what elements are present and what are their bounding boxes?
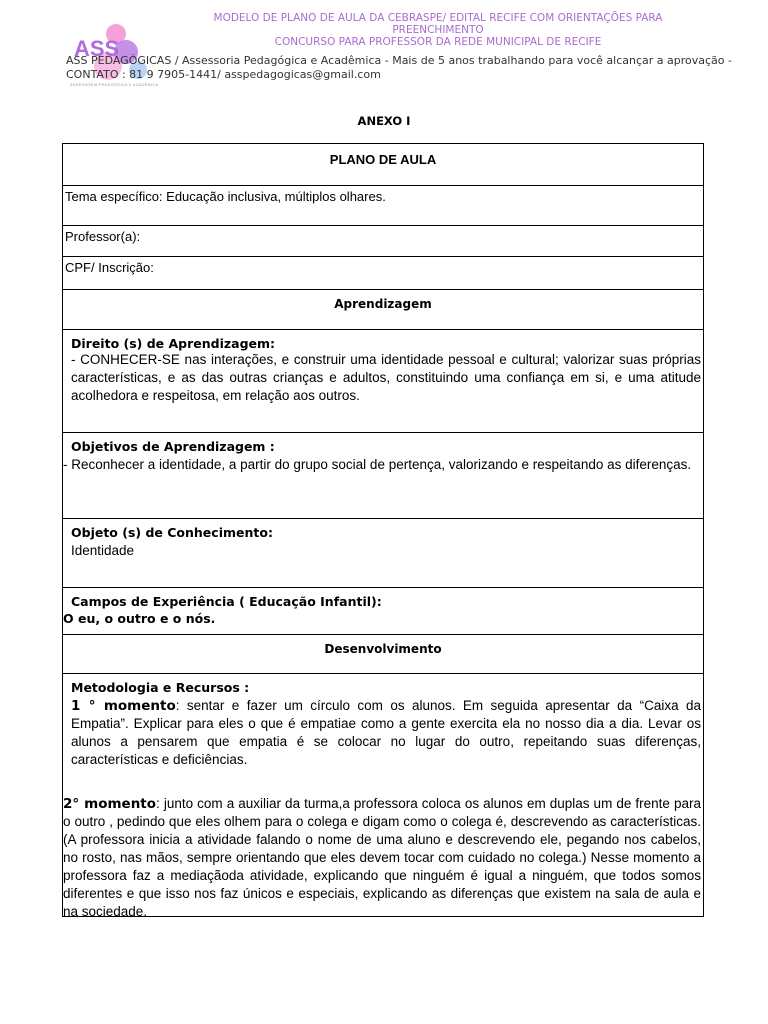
header-title (168, 12, 708, 48)
objeto-label: Objeto (s) de Conhecimento: (71, 525, 273, 540)
logo-tagline: ASSESSORIA PEDAGÓGICA E ACADÊMICA (70, 82, 159, 87)
direito-label: Direito (s) de Aprendizagem: (71, 336, 276, 351)
cpf-row (63, 256, 703, 289)
campos-label: Campos de Experiência ( Educação Infantil): (71, 594, 382, 609)
objetivos-label: Objetivos de Aprendizagem : (71, 439, 275, 454)
momento2-text: : junto com a auxiliar da turma,a professora coloca os alunos em duplas um de frente para o outro , pedindo que eles olhem para o colega e digam como o colega é, descrevendo as características. (A professora inicia a atividade falando o nome de uma aluno e descrevendo ele, pegando nos cabelos, no rosto, nas mãos, sempre orientando que eles devem tocar com cuidado no colega.) Nesse momento a professora faz a mediaçãoda atividade, explicando que ninguém é igual a ninguém, que todos somos diferentes e que isso nos faz únicos e especiais, explicando as diferenças que existem na sala de aula e na sociedade. (63, 796, 701, 919)
desenvolvimento-row (63, 634, 703, 673)
objeto-row (63, 518, 703, 587)
tema-field: Tema específico: Educação inclusiva, múltiplos olhares. (65, 189, 386, 204)
header-subtitle-line2: CONTATO : 81 9 7905-1441/ asspedagogicas@gmail.com (66, 68, 381, 81)
momento1-paragraph (71, 697, 701, 769)
professor-row (63, 225, 703, 256)
campos-text: O eu, o outro e o nós. (63, 611, 216, 626)
header-title-line3: CONCURSO PARA PROFESSOR DA REDE MUNICIPAL DE RECIFE (274, 36, 602, 48)
objetivos-text: - Reconhecer a identidade, a partir do grupo social de pertença, valorizando e respeitando as diferenças. (63, 457, 692, 472)
logo-letters: ASS (74, 36, 120, 61)
momento1-label: 1 ° momento (71, 698, 176, 714)
direito-row (63, 329, 703, 432)
objetivos-row (63, 432, 703, 518)
momento2-paragraph (63, 795, 701, 921)
header-subtitle-line1: ASS PEDAGÓGICAS / Assessoria Pedagógica e Acadêmica - Mais de 5 anos trabalhando para você alcançar a aprovação - (66, 54, 732, 67)
objeto-text: Identidade (71, 543, 135, 558)
form-title: PLANO DE AULA (329, 152, 437, 167)
tema-row (63, 185, 703, 225)
cpf-field: CPF/ Inscrição: (65, 260, 154, 275)
direito-text: - CONHECER-SE nas interações, e construir uma identidade pessoal e cultural; valorizar suas próprias características, e as das outras crianças e adultos, constituindo uma confiança em si, e uma atitude acolhedora e respeitosa, em relação aos outros. (71, 352, 701, 403)
header-subtitle (66, 54, 732, 82)
momento2-label: 2° momento (63, 796, 157, 812)
header-title-line1: MODELO DE PLANO DE AULA DA CEBRASPE/ EDITAL RECIFE COM ORIENTAÇÕES PARA (213, 12, 663, 24)
lesson-plan-form (62, 143, 704, 917)
form-title-row (63, 144, 703, 185)
momento1-text: : sentar e fazer um círculo com os alunos. Em seguida apresentar da “Caixa da Empatia”. Explicar para eles o que é empatiae como a gente exercita ela no nosso dia a dia. Levar os alunos a pensarem que empatia é se colocar no lugar do outro, repeitando suas diferenças, características e deficiências. (71, 698, 702, 767)
metodologia-row (63, 673, 703, 919)
aprendizagem-heading: Aprendizagem (334, 297, 432, 311)
header-title-line2: PREENCHIMENTO (392, 24, 484, 36)
aprendizagem-row (63, 289, 703, 329)
campos-row (63, 587, 703, 634)
metodologia-label: Metodologia e Recursos : (71, 680, 250, 695)
annex-title: ANEXO I (357, 114, 411, 128)
desenvolvimento-heading: Desenvolvimento (324, 642, 442, 656)
professor-field: Professor(a): (65, 229, 141, 244)
